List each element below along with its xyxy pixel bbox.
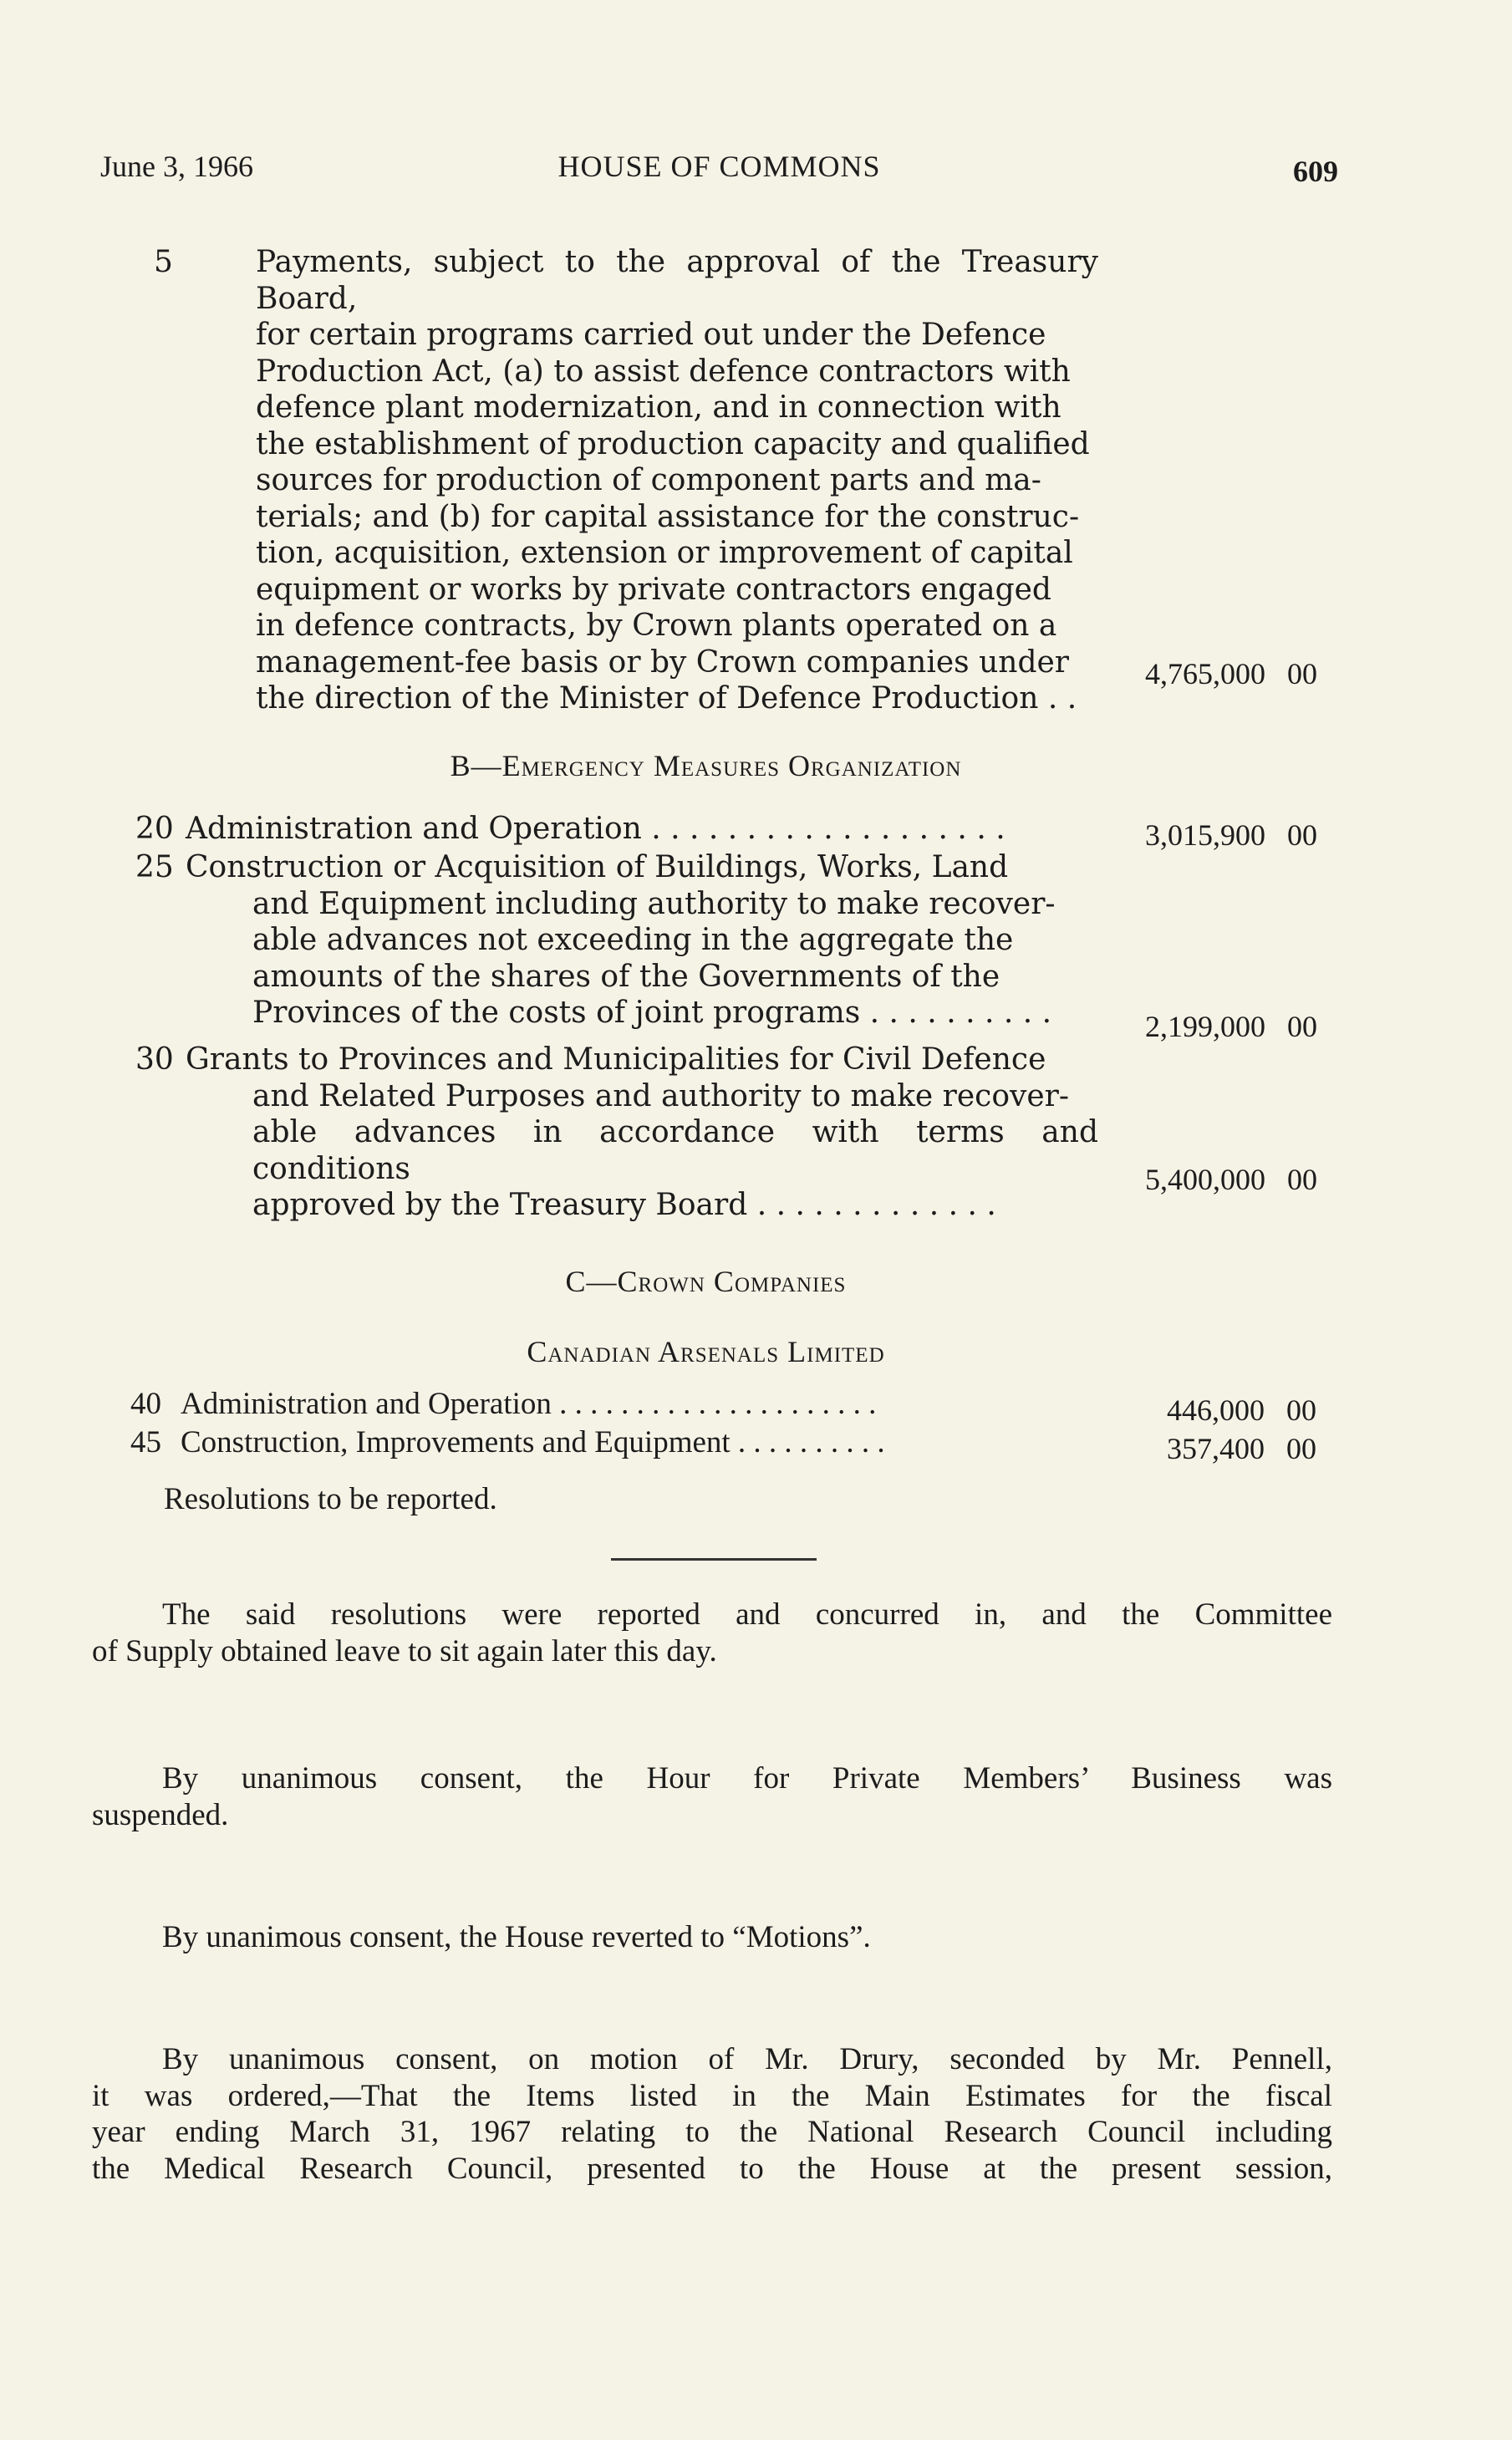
running-header (100, 149, 1338, 191)
vote-text: Construction, Improvements and Equipment . . . . . . . . . . (181, 1425, 885, 1459)
vote-line: terials; and (b) for capital assistance for the construc- (256, 499, 1080, 534)
paragraph-private-members (92, 1760, 1332, 1833)
paragraph-line: suspended. (92, 1797, 229, 1832)
section-divider (611, 1558, 817, 1561)
paragraph-line: the Medical Research Council, presented to the House at the present session, (92, 2151, 1332, 2186)
amount-cents: 00 (1287, 657, 1317, 690)
vote-text (256, 244, 1098, 717)
section-c-subheading: Canadian Arsenals Limited (527, 1335, 885, 1368)
amount-cents: 00 (1287, 1010, 1317, 1043)
vote-line: defence plant modernization, and in connection with (256, 390, 1061, 425)
paragraph-line: By unanimous consent, the Hour for Private Members’ Business was (162, 1761, 1332, 1796)
paragraph-line: The said resolutions were reported and concurred in, and the Committee (162, 1597, 1332, 1632)
vote-line: able advances not exceeding in the aggregate the (252, 923, 1014, 957)
paragraph-line: it was ordered,—That the Items listed in the Main Estimates for the fiscal (92, 2078, 1332, 2113)
vote-number: 40 (130, 1387, 161, 1421)
vote-25 (135, 849, 1098, 1042)
vote-line: Provinces of the costs of joint programs . . . . . . . . . . (252, 996, 1052, 1030)
vote-line: tion, acquisition, extension or improvement of capital (256, 536, 1073, 570)
vote-20-amount (1145, 818, 1317, 853)
vote-line: and Related Purposes and authority to make recover- (252, 1078, 1070, 1113)
vote-line: equipment or works by private contractors engaged (256, 572, 1051, 607)
amount-cents: 00 (1286, 1432, 1316, 1465)
vote-line: Construction or Acquisition of Buildings, Works, Land (186, 850, 1009, 884)
vote-number: 5 (154, 245, 173, 279)
vote-line: in defence contracts, by Crown plants operated on a (256, 609, 1057, 643)
vote-line: Production Act, (a) to assist defence contractors with (256, 354, 1071, 389)
vote-20 (135, 811, 1098, 851)
resolutions-note: Resolutions to be reported. (164, 1482, 497, 1516)
section-b-heading: B—Emergency Measures Organization (450, 749, 962, 782)
vote-30 (135, 1042, 1098, 1222)
vote-line: Payments, subject to the approval of the Treasury Board, (256, 245, 1098, 316)
vote-text: Administration and Operation . . . . . . . . . . . . . . . . . . . . . (181, 1387, 877, 1421)
page-number: 609 (1293, 155, 1338, 188)
vote-line: for certain programs carried out under the Defence (256, 318, 1046, 352)
vote-line: management-fee basis or by Crown companies under (256, 644, 1070, 680)
vote-45 (130, 1424, 1092, 1465)
vote-40 (130, 1386, 1092, 1426)
vote-number: 30 (135, 1042, 174, 1077)
vote-25-amount (1145, 1009, 1317, 1044)
vote-40-amount (1167, 1393, 1316, 1428)
vote-line: the establishment of production capacity and qualified (256, 426, 1090, 461)
vote-30-amount (1145, 1162, 1317, 1197)
amount-dollars: 446,000 (1167, 1393, 1265, 1427)
amount-cents: 00 (1287, 1163, 1317, 1196)
header-date: June 3, 1966 (100, 150, 253, 183)
paragraph-line: of Supply obtained leave to sit again later this day. (92, 1633, 717, 1668)
paragraph-line: By unanimous consent, the House reverted to “Motions”. (162, 1920, 871, 1954)
vote-number: 20 (135, 812, 174, 846)
amount-cents: 00 (1287, 818, 1317, 852)
paragraph-drury-motion (92, 2041, 1332, 2187)
paragraph-reported (92, 1597, 1332, 1669)
vote-line: the direction of the Minister of Defence Production . . (256, 681, 1077, 716)
vote-number: 45 (130, 1425, 161, 1459)
vote-line: sources for production of component parts and ma- (256, 463, 1041, 497)
paragraph-motions (92, 1919, 1332, 1956)
amount-dollars: 3,015,900 (1145, 818, 1265, 852)
vote-line: and Equipment including authority to make recover- (252, 886, 1056, 921)
vote-text (186, 849, 1098, 1032)
vote-line: Administration and Operation . . . . . . . . . . . . . . . . . . . (186, 812, 1005, 846)
vote-5 (154, 244, 1098, 716)
paragraph-line: By unanimous consent, on motion of Mr. Drury, seconded by Mr. Pennell, (162, 2042, 1332, 2076)
vote-text (186, 811, 1098, 848)
vote-line: able advances in accordance with terms and conditions (252, 1115, 1098, 1186)
vote-line: Grants to Provinces and Municipalities for Civil Defence (186, 1042, 1046, 1077)
section-c-heading: C—Crown Companies (565, 1265, 847, 1298)
amount-cents: 00 (1286, 1393, 1316, 1427)
vote-line: approved by the Treasury Board . . . . . . . . . . . . . (252, 1188, 996, 1222)
header-title: HOUSE OF COMMONS (557, 150, 881, 183)
amount-dollars: 357,400 (1167, 1432, 1265, 1465)
paragraph-line: year ending March 31, 1967 relating to the National Research Council including (92, 2115, 1332, 2149)
vote-text (186, 1042, 1098, 1224)
vote-5-amount (1145, 656, 1317, 691)
vote-number: 25 (135, 850, 174, 884)
amount-dollars: 4,765,000 (1145, 657, 1265, 690)
amount-dollars: 2,199,000 (1145, 1010, 1265, 1043)
vote-45-amount (1167, 1431, 1316, 1466)
amount-dollars: 5,400,000 (1145, 1163, 1265, 1196)
vote-line: amounts of the shares of the Governments of the (252, 959, 1000, 994)
